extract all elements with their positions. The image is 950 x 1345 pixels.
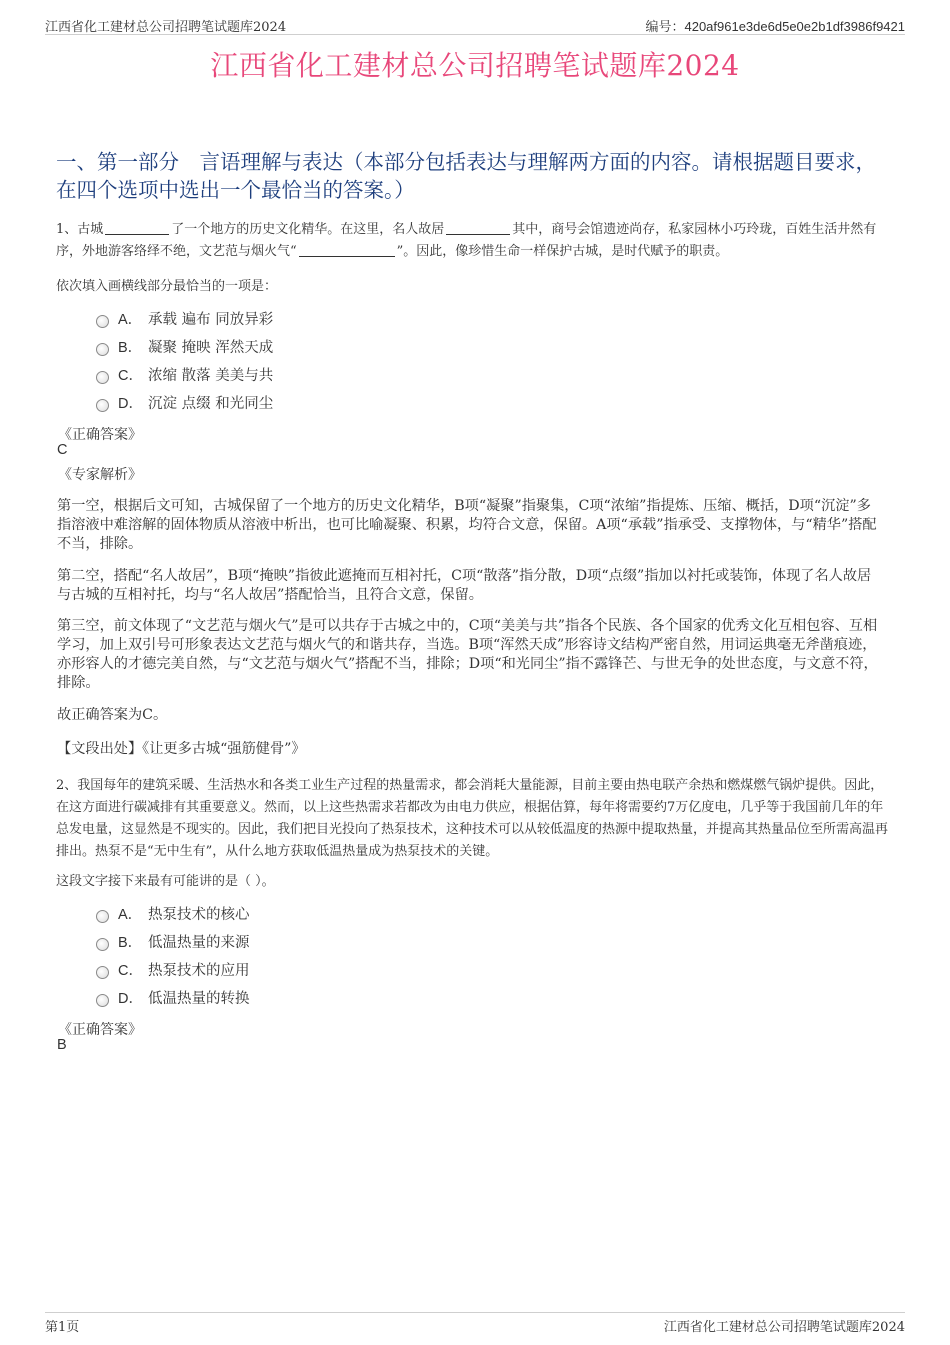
q2-option-b[interactable]: B． 低温热量的来源 bbox=[96, 927, 250, 955]
analysis-paragraph-1: 第一空，根据后文可知，古城保留了一个地方的历史文化精华，B项“凝聚”指聚集，C项“浓缩”指提炼、压缩、概括，D项“沉淀”多指溶液中难溶解的固体物质从溶液中析出，也可比喻凝聚、积累，均符合文意，保留。A项“承载”指承受、支撑物体，与“精华”搭配不当，排除。 bbox=[57, 498, 877, 552]
radio-icon[interactable] bbox=[96, 910, 109, 923]
radio-icon[interactable] bbox=[96, 399, 109, 412]
header-doc-code bbox=[645, 16, 905, 35]
footer-page-number: 第1页 bbox=[45, 1320, 80, 1335]
q1-option-b[interactable]: B． 凝聚 掩映 浑然天成 bbox=[96, 332, 273, 360]
page-title: 江西省化工建材总公司招聘笔试题库2024 bbox=[210, 49, 740, 82]
q1-text-c: 其中，商号会馆遗迹尚存，私家园林小巧玲珑，百姓生活井然有序，外地游客络绎不绝，文艺范与烟火气“ bbox=[56, 222, 877, 259]
q2-option-a[interactable]: A． 热泵技术的核心 bbox=[96, 899, 250, 927]
q2-option-d[interactable]: D． 低温热量的转换 bbox=[96, 983, 250, 1011]
radio-icon[interactable] bbox=[96, 966, 109, 979]
analysis-source: 【文段出处】《让更多古城“强筋健骨”》 bbox=[57, 741, 306, 757]
q1-blank-1 bbox=[105, 220, 169, 235]
q1-answer-label: 《正确答案》 bbox=[58, 427, 142, 443]
analysis-paragraph-2: 第二空，搭配“名人故居”，B项“掩映”指彼此遮掩而互相衬托，C项“散落”指分散，D项“点缀”指加以衬托或装饰，体现了名人故居与古城的互相衬托，均与“名人故居”搭配恰当，且符合文意，保留。 bbox=[57, 568, 872, 603]
q1-answer-value: C bbox=[57, 442, 68, 458]
header-code-value: 420af961e3de6d5e0e2b1df3986f9421 bbox=[684, 19, 905, 34]
q2-answer-label: 《正确答案》 bbox=[58, 1022, 142, 1038]
q1-blank-2 bbox=[446, 220, 510, 235]
radio-icon[interactable] bbox=[96, 371, 109, 384]
header-code-label: 编号： bbox=[645, 20, 685, 35]
q2-prompt: 这段文字接下来最有可能讲的是（ ）。 bbox=[56, 874, 275, 889]
q2-option-c[interactable]: C． 热泵技术的应用 bbox=[96, 955, 250, 983]
section-heading: 一、第一部分 言语理解与表达（本部分包括表达与理解两方面的内容。请根据题目要求，在四个选项中选出一个最恰当的答案。） bbox=[56, 150, 876, 202]
radio-icon[interactable] bbox=[96, 994, 109, 1007]
q1-option-d[interactable]: D． 沉淀 点缀 和光同尘 bbox=[96, 388, 273, 416]
q1-analysis-label: 《专家解析》 bbox=[58, 467, 142, 483]
radio-icon[interactable] bbox=[96, 938, 109, 951]
q1-text-d: ”。因此，像珍惜生命一样保护古城，是时代赋予的职责。 bbox=[396, 244, 729, 259]
q1-options bbox=[96, 304, 273, 416]
footer-doc-title: 江西省化工建材总公司招聘笔试题库2024 bbox=[663, 1320, 905, 1335]
analysis-paragraph-3: 第三空，前文体现了“文艺范与烟火气”是可以共存于古城之中的，C项“美美与共”指各个民族、各个国家的优秀文化互相包容、互相学习，加上双引号可形象表达文艺范与烟火气的和谐共存，当选。B项“浑然天成”形容诗文结构严密自然，用词运典毫无斧凿痕迹，亦形容人的才德完美自然，与“文艺范与烟火气”搭配不当，排除；D项“和光同尘”指不露锋芒、与世无争的处世态度，与文意不符，排除。 bbox=[57, 618, 878, 691]
q1-text-a: 1、古城 bbox=[56, 222, 104, 237]
q2-options bbox=[96, 899, 250, 1011]
page-header bbox=[45, 14, 905, 35]
q1-text-b: 了一个地方的历史文化精华。在这里，名人故居 bbox=[171, 222, 445, 237]
analysis-conclusion: 故正确答案为C。 bbox=[57, 707, 168, 723]
radio-icon[interactable] bbox=[96, 315, 109, 328]
q2-answer-value: B bbox=[57, 1037, 67, 1053]
q1-prompt: 依次填入画横线部分最恰当的一项是： bbox=[56, 279, 278, 294]
question-1-text bbox=[56, 219, 888, 263]
q1-option-a[interactable]: A． 承载 遍布 同放异彩 bbox=[96, 304, 273, 332]
page-footer bbox=[45, 1312, 905, 1335]
question-2-text: 2、我国每年的建筑采暖、生活热水和各类工业生产过程的热量需求，都会消耗大量能源，目前主要由热电联产余热和燃煤燃气锅炉提供。因此，在这方面进行碳减排有其重要意义。然而，以上这些热需求若都改为由电力供应，根据估算，每年将需要约7万亿度电，几乎等于我国前几年的年总发电量，这显然是不现实的。因此，我们把目光投向了热泵技术，这种技术可以从较低温度的热源中提取热量，并提高其热量品位至所需高温再排出。热泵不是“无中生有”，从什么地方获取低温热量成为热泵技术的关键。 bbox=[56, 778, 889, 859]
q1-option-c[interactable]: C． 浓缩 散落 美美与共 bbox=[96, 360, 273, 388]
radio-icon[interactable] bbox=[96, 343, 109, 356]
q1-blank-3 bbox=[299, 242, 395, 257]
header-doc-title: 江西省化工建材总公司招聘笔试题库2024 bbox=[45, 20, 287, 35]
